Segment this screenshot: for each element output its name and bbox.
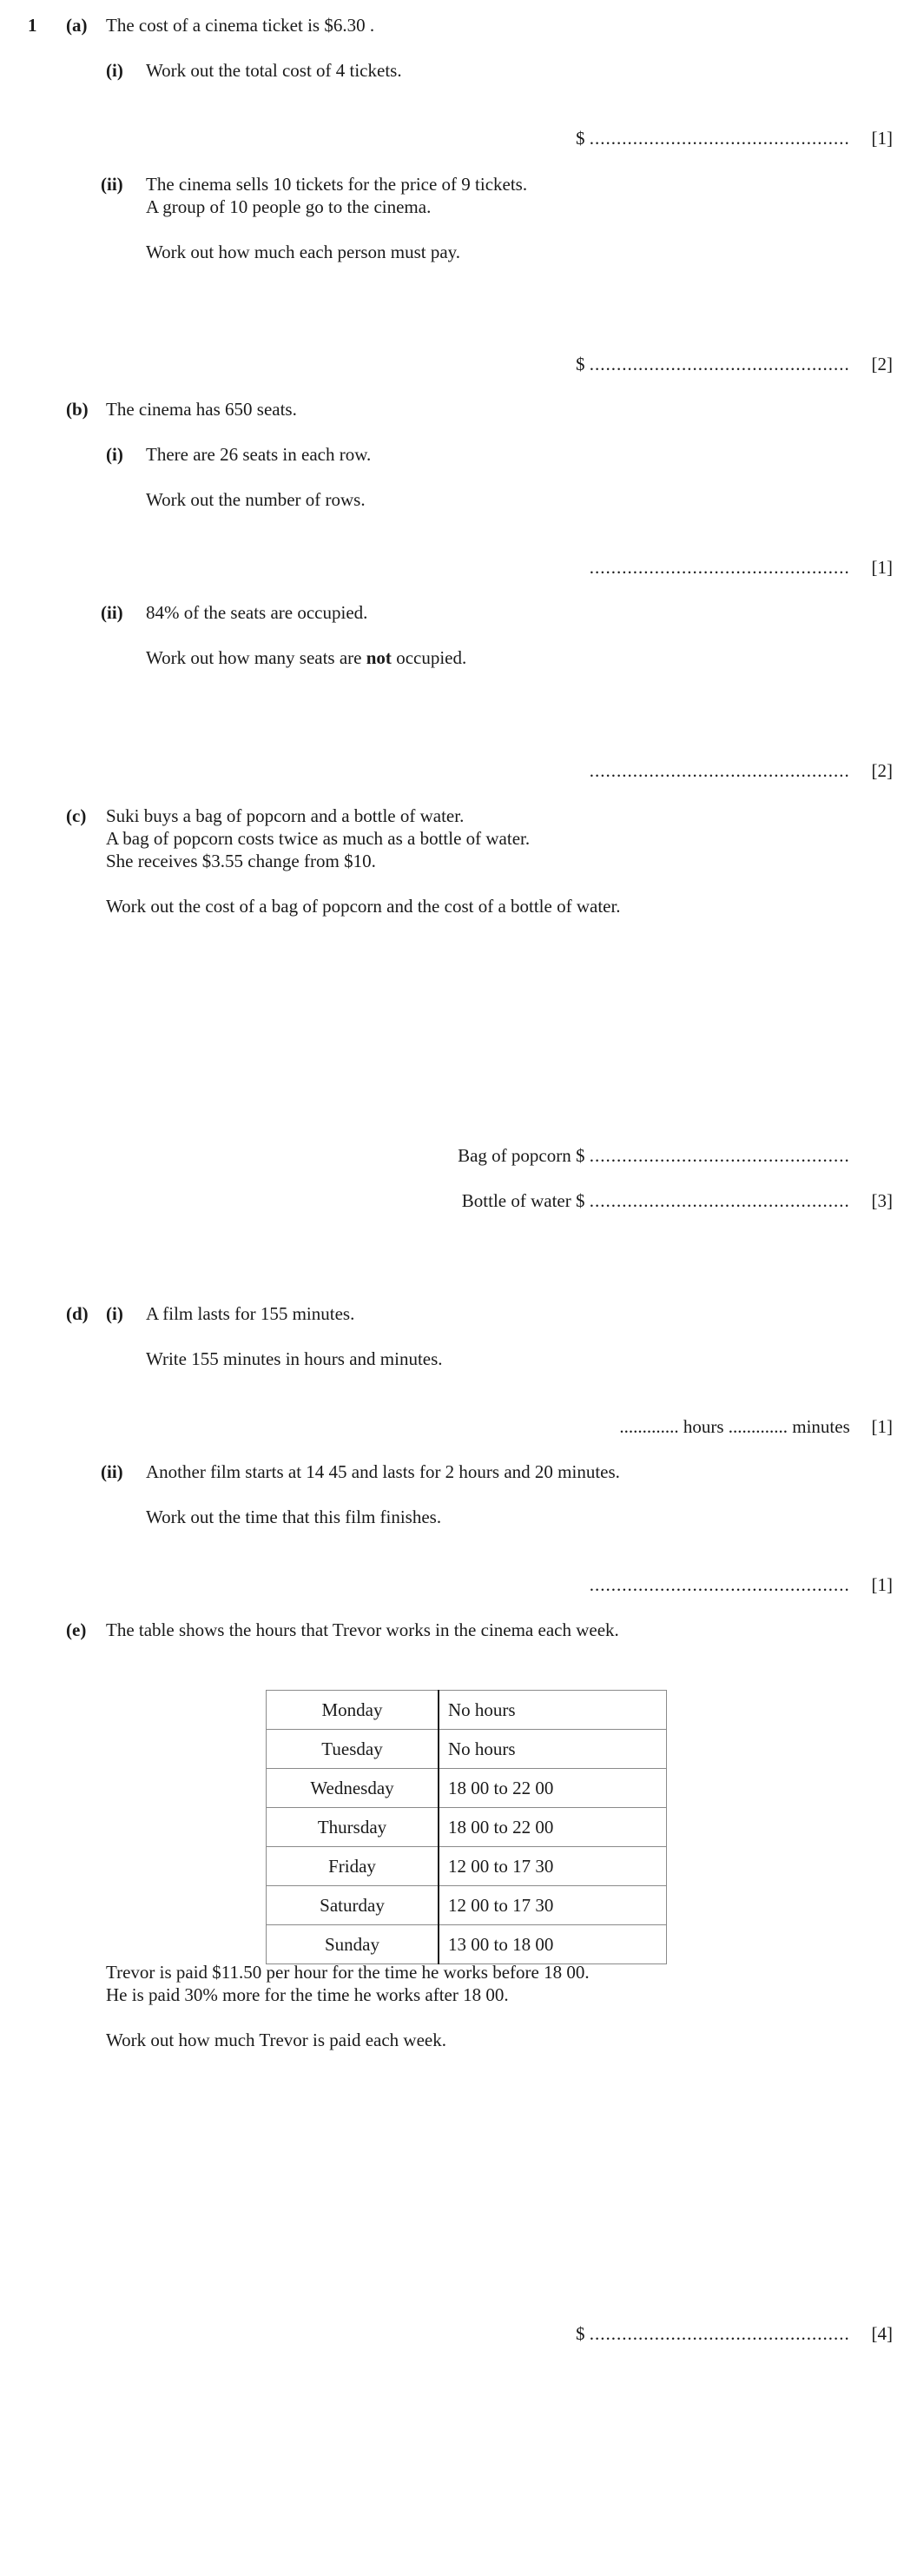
answer-dots: ................................................ bbox=[589, 354, 850, 374]
part-d-ii-label: (ii) bbox=[101, 1461, 123, 1482]
table-row bbox=[267, 1730, 667, 1769]
part-a-i-text: Work out the total cost of 4 tickets. bbox=[146, 60, 402, 81]
table-row bbox=[267, 1808, 667, 1847]
part-a-label: (a) bbox=[66, 15, 88, 36]
part-b-ii-line1: 84% of the seats are occupied. bbox=[146, 602, 368, 623]
answer-dots: ................................................ bbox=[589, 1574, 850, 1595]
part-a-ii-line1: The cinema sells 10 tickets for the price of 9 tickets. bbox=[146, 174, 528, 195]
table-cell-day: Thursday bbox=[267, 1808, 439, 1847]
part-a-ii-line3: Work out how much each person must pay. bbox=[146, 242, 461, 262]
answer-line-d-ii[interactable] bbox=[590, 1573, 893, 1596]
marks-badge: [1] bbox=[871, 557, 893, 578]
answer-line-a-i[interactable] bbox=[576, 127, 893, 149]
part-b-i-label: (i) bbox=[106, 444, 123, 465]
answer-line-popcorn[interactable] bbox=[458, 1144, 893, 1167]
part-d-ii-line2: Work out the time that this film finishes. bbox=[146, 1507, 442, 1527]
part-e-stem: The table shows the hours that Trevor works in the cinema each week. bbox=[106, 1619, 619, 1640]
part-c-line2: A bag of popcorn costs twice as much as a bottle of water. bbox=[106, 828, 531, 849]
answer-prefix: $ bbox=[576, 128, 585, 149]
table-row bbox=[267, 1886, 667, 1925]
marks-badge: [1] bbox=[871, 1416, 893, 1437]
answer-hours-minutes: ............. hours ............. minutes bbox=[619, 1416, 850, 1437]
table-cell-hours: 18 00 to 22 00 bbox=[439, 1808, 667, 1847]
part-b-ii-label: (ii) bbox=[101, 602, 123, 623]
marks-badge: [1] bbox=[871, 128, 893, 149]
marks-badge: [3] bbox=[871, 1190, 893, 1211]
part-d-label: (d) bbox=[66, 1303, 89, 1324]
table-cell-day: Monday bbox=[267, 1691, 439, 1730]
table-cell-day: Tuesday bbox=[267, 1730, 439, 1769]
table-row bbox=[267, 1847, 667, 1886]
answer-label-popcorn: Bag of popcorn $ bbox=[458, 1145, 585, 1166]
question-number: 1 bbox=[28, 15, 37, 36]
answer-label-water: Bottle of water $ bbox=[461, 1190, 585, 1211]
part-e-line2: He is paid 30% more for the time he works after 18 00. bbox=[106, 1984, 509, 2005]
part-a-ii-line2: A group of 10 people go to the cinema. bbox=[146, 196, 432, 217]
answer-line-d-i[interactable] bbox=[619, 1415, 893, 1438]
answer-line-b-i[interactable] bbox=[590, 556, 893, 579]
table-cell-day: Friday bbox=[267, 1847, 439, 1886]
table-cell-hours: No hours bbox=[439, 1691, 667, 1730]
emphasis-not: not bbox=[366, 647, 392, 668]
part-b-stem: The cinema has 650 seats. bbox=[106, 399, 297, 420]
marks-badge: [1] bbox=[871, 1574, 893, 1595]
part-e-label: (e) bbox=[66, 1619, 87, 1640]
part-c-line3: She receives $3.55 change from $10. bbox=[106, 851, 376, 871]
answer-dots: ................................................ bbox=[589, 760, 850, 781]
table-cell-hours: No hours bbox=[439, 1730, 667, 1769]
part-a-ii-label: (ii) bbox=[101, 174, 123, 195]
answer-dots: ................................................ bbox=[589, 1145, 850, 1166]
part-b-i-line2: Work out the number of rows. bbox=[146, 489, 366, 510]
table-cell-day: Wednesday bbox=[267, 1769, 439, 1808]
part-d-ii-line1: Another film starts at 14 45 and lasts for 2 hours and 20 minutes. bbox=[146, 1461, 620, 1482]
table-cell-day: Saturday bbox=[267, 1886, 439, 1925]
line2-post: occupied. bbox=[391, 647, 467, 668]
answer-dots: ................................................ bbox=[589, 557, 850, 578]
table-cell-hours: 18 00 to 22 00 bbox=[439, 1769, 667, 1808]
part-d-i-line1: A film lasts for 155 minutes. bbox=[146, 1303, 355, 1324]
table-row bbox=[267, 1769, 667, 1808]
part-b-label: (b) bbox=[66, 399, 89, 420]
part-c-line1: Suki buys a bag of popcorn and a bottle of water. bbox=[106, 805, 465, 826]
part-e-line3: Work out how much Trevor is paid each week. bbox=[106, 2030, 446, 2050]
marks-badge: [4] bbox=[871, 2323, 893, 2344]
part-c-line4: Work out the cost of a bag of popcorn and the cost of a bottle of water. bbox=[106, 896, 621, 917]
table-row bbox=[267, 1691, 667, 1730]
part-c-label: (c) bbox=[66, 805, 87, 826]
marks-badge: [2] bbox=[871, 354, 893, 374]
part-e-line1: Trevor is paid $11.50 per hour for the time he works before 18 00. bbox=[106, 1962, 590, 1983]
answer-prefix: $ bbox=[576, 354, 585, 374]
part-a-stem: The cost of a cinema ticket is $6.30 . bbox=[106, 15, 375, 36]
work-hours-table bbox=[266, 1690, 667, 1964]
marks-badge: [2] bbox=[871, 760, 893, 781]
table-cell-hours: 13 00 to 18 00 bbox=[439, 1925, 667, 1964]
part-d-i-label: (i) bbox=[106, 1303, 123, 1324]
answer-line-water[interactable] bbox=[462, 1189, 893, 1212]
answer-line-e[interactable] bbox=[576, 2322, 893, 2345]
table-row bbox=[267, 1925, 667, 1964]
answer-dots: ................................................ bbox=[589, 2323, 850, 2344]
table-cell-hours: 12 00 to 17 30 bbox=[439, 1847, 667, 1886]
answer-dots: ................................................ bbox=[589, 128, 850, 149]
answer-line-b-ii[interactable] bbox=[590, 759, 893, 782]
table-cell-hours: 12 00 to 17 30 bbox=[439, 1886, 667, 1925]
answer-prefix: $ bbox=[576, 2323, 585, 2344]
part-d-i-line2: Write 155 minutes in hours and minutes. bbox=[146, 1348, 443, 1369]
part-a-i-label: (i) bbox=[106, 60, 123, 81]
answer-dots: ................................................ bbox=[589, 1190, 850, 1211]
table-cell-day: Sunday bbox=[267, 1925, 439, 1964]
part-b-i-line1: There are 26 seats in each row. bbox=[146, 444, 372, 465]
line2-pre: Work out how many seats are bbox=[146, 647, 366, 668]
part-b-ii-line2 bbox=[146, 646, 466, 669]
answer-line-a-ii[interactable] bbox=[576, 353, 893, 375]
